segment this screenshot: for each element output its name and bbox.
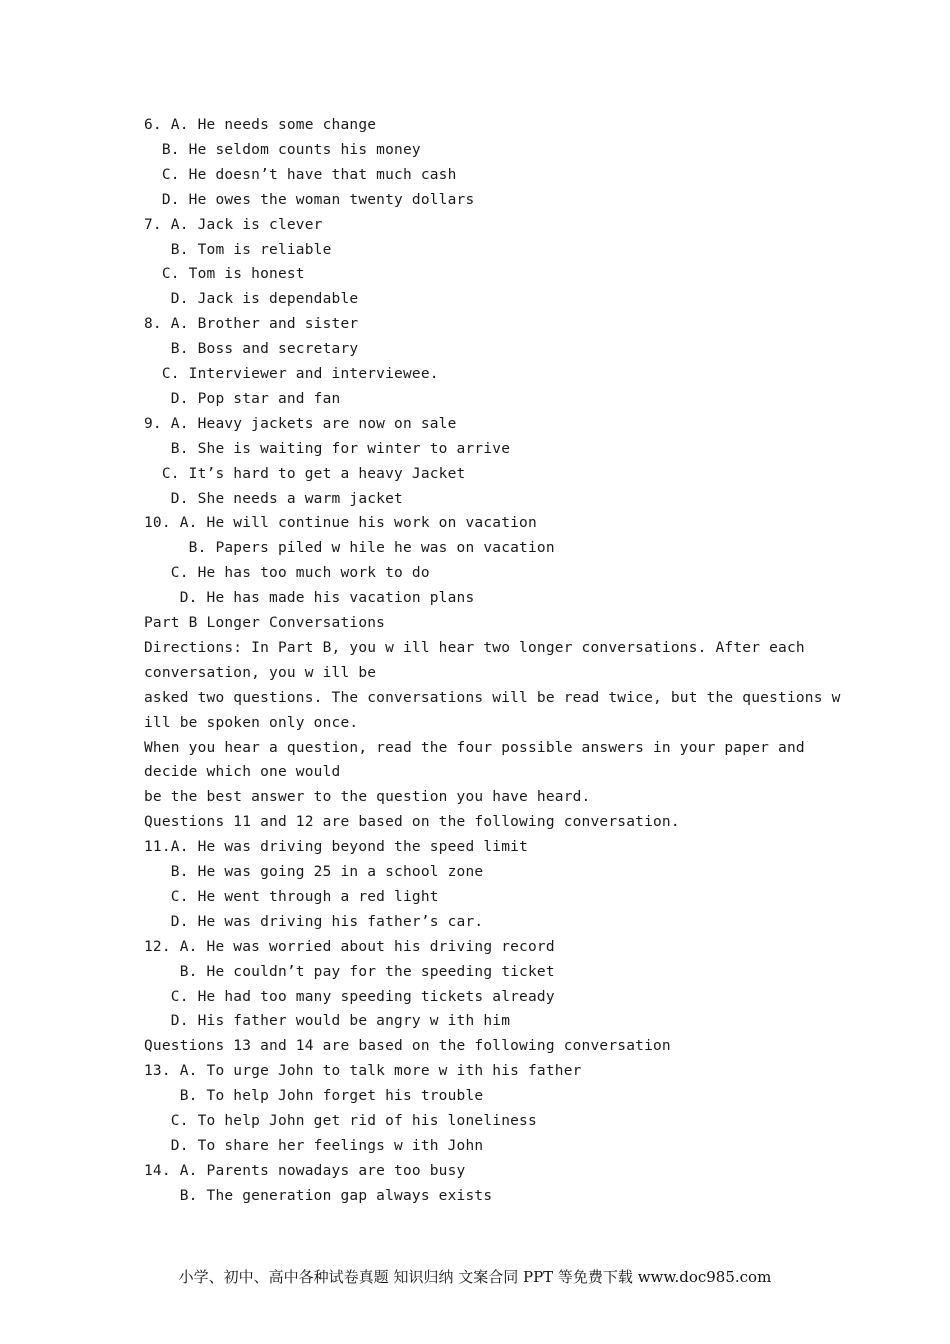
text-line: C. He had too many speeding tickets already	[144, 988, 555, 1005]
text-line: 9. A. Heavy jackets are now on sale	[144, 415, 457, 432]
text-line: be the best answer to the question you have heard.	[144, 789, 591, 806]
text-line: C. To help John get rid of his loneliness	[144, 1113, 537, 1129]
text-line: D. He has made his vacation plans	[144, 590, 475, 607]
text-line: B. She is waiting for winter to arrive	[144, 440, 511, 457]
text-line: B. To help John forget his trouble	[144, 1088, 484, 1105]
text-line: 10. A. He will continue his work on vacation	[144, 515, 537, 532]
text-line: C. He has too much work to do	[144, 565, 430, 582]
text-line: B. He was going 25 in a school zone	[144, 864, 484, 880]
text-line: B. He seldom counts his money	[144, 141, 421, 158]
text-line: D. His father would be angry w ith him	[144, 1013, 511, 1030]
text-line: Questions 11 and 12 are based on the following conversation.	[144, 814, 680, 831]
text-line: ill be spoken only once.	[144, 714, 359, 731]
text-line: B. Papers piled w hile he was on vacation	[144, 540, 555, 557]
text-line: 13. A. To urge John to talk more w ith his father	[144, 1063, 582, 1080]
text-line: decide which one would	[144, 764, 341, 781]
text-line: 14. A. Parents nowadays are too busy	[144, 1162, 466, 1179]
text-line: Part B Longer Conversations	[144, 615, 386, 631]
text-line: 7. A. Jack is clever	[144, 216, 323, 233]
text-line: C. Tom is honest	[144, 266, 305, 283]
text-line: D. To share her feelings w ith John	[144, 1137, 484, 1154]
text-line: D. Pop star and fan	[144, 390, 341, 407]
text-line: 8. A. Brother and sister	[144, 316, 359, 333]
text-line: 11.A. He was driving beyond the speed limit	[144, 839, 528, 856]
text-line: conversation, you w ill be	[144, 664, 377, 681]
text-line: 6. A. He needs some change	[144, 117, 377, 133]
text-line: D. She needs a warm jacket	[144, 490, 403, 507]
text-line: Questions 13 and 14 are based on the following conversation	[144, 1038, 671, 1055]
text-line: Directions: In Part B, you w ill hear two longer conversations. After each	[144, 639, 805, 656]
text-line: When you hear a question, read the four possible answers in your paper and	[144, 739, 805, 756]
text-line: 12. A. He was worried about his driving record	[144, 938, 555, 955]
text-line: C. Interviewer and interviewee.	[144, 366, 439, 382]
text-line: asked two questions. The conversations will be read twice, but the questions w	[144, 689, 841, 706]
text-line: B. He couldn’t pay for the speeding ticket	[144, 963, 555, 980]
text-line: C. He went through a red light	[144, 888, 439, 905]
text-line: C. It’s hard to get a heavy Jacket	[144, 465, 466, 482]
text-line: D. He owes the woman twenty dollars	[144, 191, 475, 208]
text-line: D. Jack is dependable	[144, 291, 359, 308]
text-line: B. The generation gap always exists	[144, 1187, 493, 1204]
text-line: B. Boss and secretary	[144, 341, 359, 358]
page-footer: 小学、初中、高中各种试卷真题 知识归纳 文案合同 PPT 等免费下载 www.doc985.com	[178, 1268, 772, 1286]
text-line: C. He doesn’t have that much cash	[144, 166, 457, 183]
text-line: D. He was driving his father’s car.	[144, 913, 484, 930]
text-line: B. Tom is reliable	[144, 241, 332, 258]
